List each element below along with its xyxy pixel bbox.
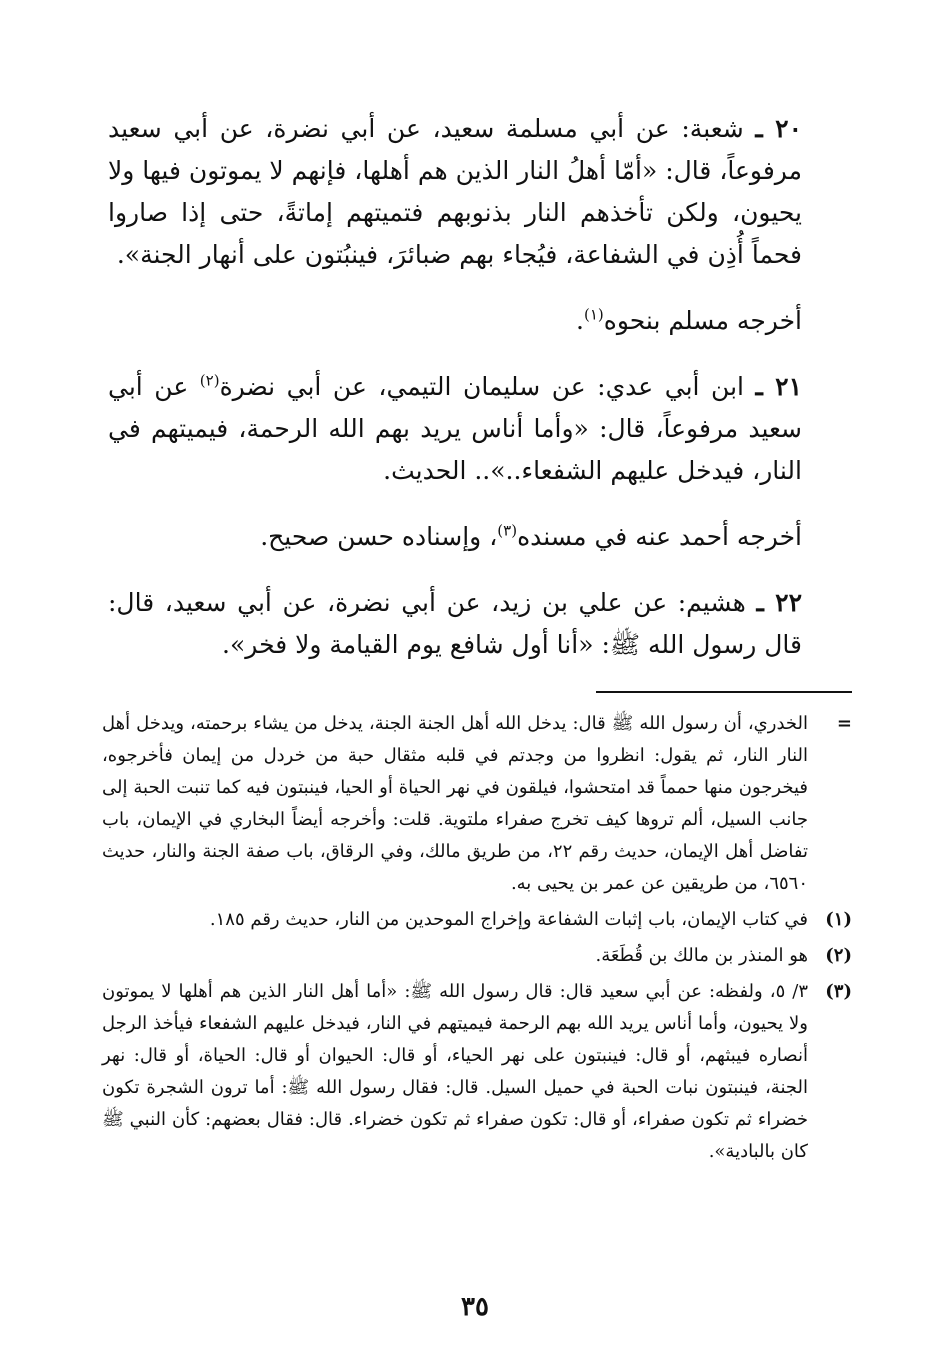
footnote-mark: (٣)	[825, 981, 852, 1002]
takhrij-text-cont: ، وإسناده حسن صحيح.	[260, 522, 498, 551]
footnote-2	[102, 940, 852, 972]
footnote-1	[102, 904, 852, 936]
footnote-mark: =	[836, 713, 852, 734]
page-number: ٣٥	[461, 1292, 489, 1322]
footnote-ref[interactable]: (٣)	[497, 521, 518, 540]
hadith-20	[108, 108, 838, 276]
hadith-text-cont: عن أبي سعيد مرفوعاً، قال: «وأما أناس يريد بهم الله الرحمة، فيميتهم في النار، فيدخل عليهم الشفعاء..».. الحديث.	[108, 372, 802, 485]
takhrij-21	[108, 516, 838, 558]
takhrij-20	[108, 300, 838, 342]
hadith-number: ٢٢ ـ	[756, 588, 802, 617]
footnote-text: ٣/ ٥، ولفظه: عن أبي سعيد قال: قال رسول الله ﷺ: «أما أهل النار الذين هم أهلها لا يموتون ولا يحيون، وأما أناس يريد الله بهم الرحمة فيميتهم في النار، فيدخل عليهم الشفعاء فيأخذ الرجل أنصاره فيبثهم، أو قال: فينبتون على نهر الحياء، أو قال: الحيوان أو قال: الحياة، أو قال: نهر الجنة، فينبتون نبات الحبة في حميل السيل. قال: فقال رسول الله ﷺ: أما ترون الشجرة تكون خضراء ثم تكون صفراء، أو قال: تكون صفراء ثم تكون خضراء. قال: فقال بعضهم: كأن النبي ﷺ كان بالبادية».	[102, 981, 808, 1162]
footnote-text: في كتاب الإيمان، باب إثبات الشفاعة وإخراج الموحدين من النار، حديث رقم ١٨٥.	[209, 909, 808, 930]
footnote-mark: (١)	[825, 909, 852, 930]
hadith-22	[108, 582, 838, 666]
footnote-ref[interactable]: (٢)	[199, 371, 220, 390]
takhrij-end: .	[576, 306, 584, 335]
takhrij-text: أخرجه أحمد عنه في مسنده	[517, 522, 802, 551]
takhrij-text: أخرجه مسلم بنحوه	[603, 306, 802, 335]
hadith-number: ٢٠ ـ	[755, 114, 802, 143]
footnote-3	[102, 976, 852, 1168]
footnotes	[102, 708, 852, 1172]
footnote-mark: (٢)	[825, 945, 852, 966]
hadith-text: شعبة: عن أبي مسلمة سعيد، عن أبي نضرة، عن أبي سعيد مرفوعاً، قال: «أمّا أهلُ النار الذين هم أهلها، فإنهم لا يموتون فيها ولا يحيون، ولكن تأخذهم النار بذنوبهم فتميتهم إماتةً، حتى إذا صاروا فحماً أُذِن في الشفاعة، فيُجاء بهم ضبائرَ، فينبُتون على أنهار الجنة».	[108, 114, 802, 269]
hadith-text: هشيم: عن علي بن زيد، عن أبي نضرة، عن أبي سعيد، قال: قال رسول الله ﷺ: «أنا أول شافع يوم القيامة ولا فخر».	[108, 588, 802, 659]
hadith-21	[108, 366, 838, 492]
footnote-text: الخدري، أن رسول الله ﷺ قال: يدخل الله أهل الجنة الجنة، يدخل من يشاء برحمته، ويدخل أهل النار النار، ثم يقول: انظروا من وجدتم في قلبه مثقال حبة من خردل من إيمان فأخرجوه، فيخرجون منها حمماً قد امتحشوا، فيلقون في نهر الحياة أو الحيا، فينبتون فيه كما تنبت الحبة إلى جانب السيل، ألم تروها كيف تخرج صفراء ملتوية. قلت: وأخرجه أيضاً البخاري في الإيمان، باب تفاضل أهل الإيمان، حديث رقم ٢٢، من طريق مالك، وفي الرقاق، باب صفة الجنة والنار، حديث ٦٥٦٠، من طريقين عن عمر بن يحيى به.	[102, 713, 809, 894]
hadith-number: ٢١ ـ	[755, 372, 802, 401]
main-text	[108, 108, 838, 666]
footnote-continuation	[102, 708, 852, 900]
hadith-text: ابن أبي عدي: عن سليمان التيمي، عن أبي نضرة	[219, 372, 744, 401]
footnote-ref[interactable]: (١)	[584, 305, 604, 324]
footnote-divider	[596, 691, 852, 693]
footnote-text: هو المنذر بن مالك بن قُطَعَة.	[595, 945, 808, 966]
